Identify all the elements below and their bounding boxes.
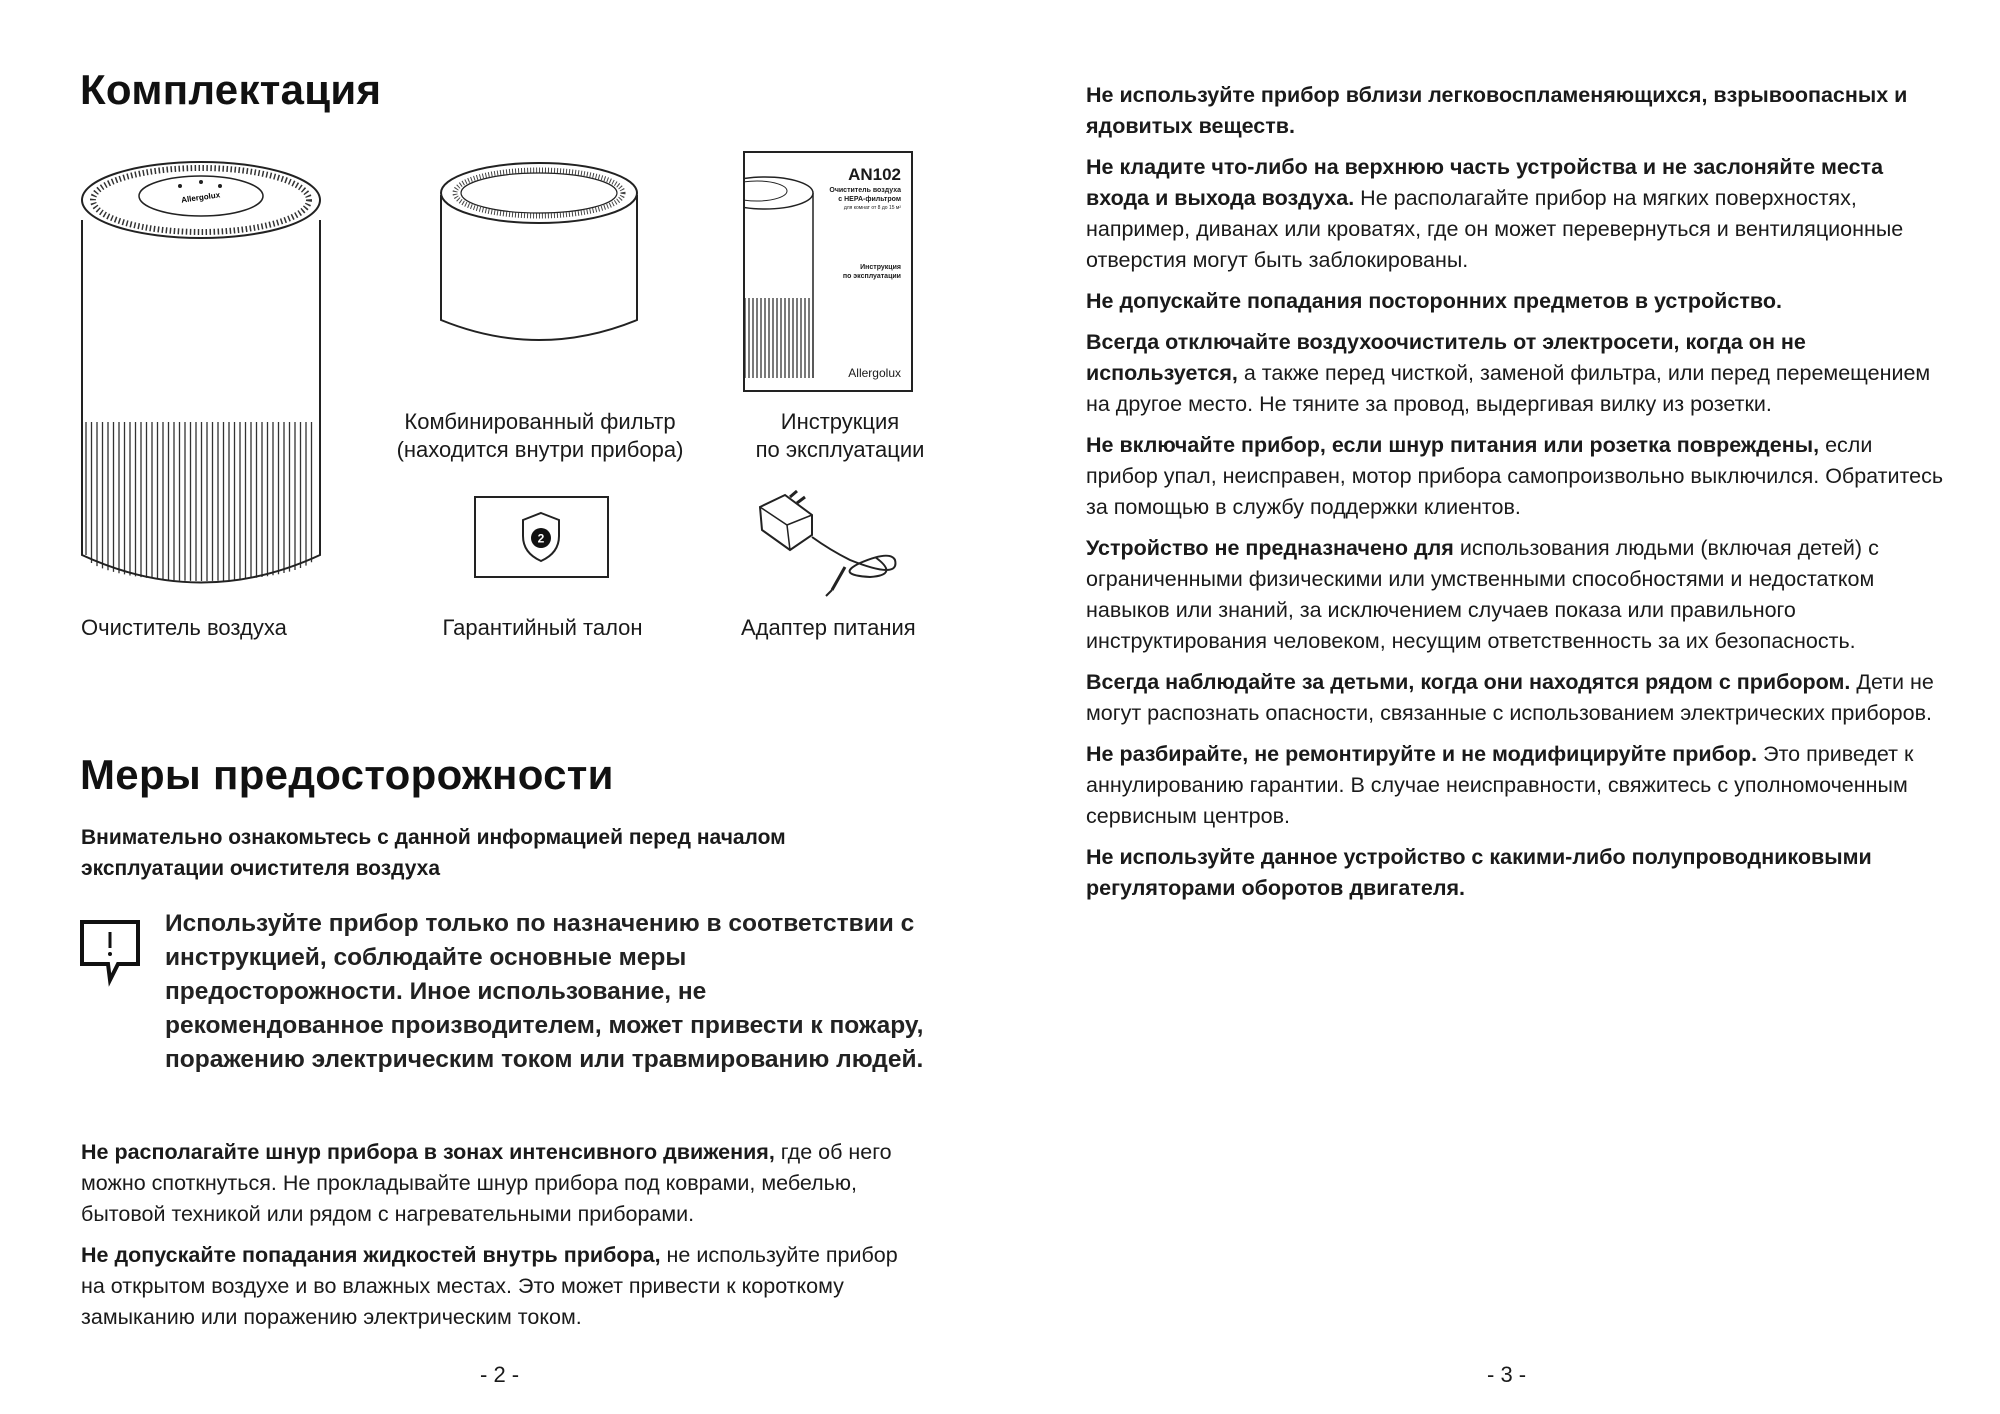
precaution-bold: Не используйте прибор вблизи легковоспламеняющихся, взрывоопасных и ядовитых веществ.: [1086, 83, 1908, 138]
precaution-bold: Не включайте прибор, если шнур питания или розетка повреждены,: [1086, 433, 1820, 457]
precaution-text: Не располагайте прибор на мягких поверхностях, например, диванах или кроватях, где он может перевернуться и вентиляционные отверстия могут быть заблокированы.: [1086, 186, 1904, 272]
precaution-bold: Не разбирайте, не ремонтируйте и не модифицируйте прибор.: [1086, 742, 1758, 766]
precaution-text: не используйте прибор на открытом воздухе и во влажных местах. Это может привести к короткому замыканию или поражению электрическим током.: [81, 1243, 898, 1329]
caption-manual-line2: по эксплуатации: [755, 437, 925, 462]
power-adapter-illustration: [750, 485, 910, 600]
precaution-bold: Не допускайте попадания посторонних предметов в устройство.: [1086, 289, 1782, 313]
manual-subtitle: [829, 186, 901, 213]
caption-purifier: Очиститель воздуха: [81, 615, 287, 640]
precaution-paragraph: [1086, 842, 1946, 904]
precaution-text: если прибор упал, неисправен, мотор прибора самопроизвольно выключился. Обратитесь за помощью в службу поддержки клиентов.: [1086, 433, 1944, 519]
precaution-text: использования людьми (включая детей) с ограниченными физическими или умственными способностями и недостатком навыков или знаний, за исключением случаев показа или правильного инструктирования человеком, несущим ответственность за их безопасность.: [1086, 536, 1879, 653]
caption-warranty: Гарантийный талон: [442, 615, 643, 640]
manual-subtitle-3: для комнат от 8 до 15 м²: [843, 205, 901, 211]
manual-subtitle-1: Очиститель воздуха: [829, 187, 901, 194]
precaution-paragraph: [1086, 152, 1946, 276]
precaution-bold: Всегда наблюдайте за детьми, когда они находятся рядом с прибором.: [1086, 670, 1851, 694]
warranty-card-illustration: [474, 496, 609, 578]
caption-filter-line2: (находится внутри прибора): [396, 437, 684, 462]
manual-model: AN102: [848, 165, 901, 184]
precaution-paragraph: [1086, 327, 1946, 420]
precaution-paragraph: [1086, 533, 1946, 657]
precaution-bold: Не допускайте попадания жидкостей внутрь прибора,: [81, 1243, 661, 1267]
precaution-paragraph: [1086, 430, 1946, 523]
precaution-bold: Не используйте данное устройство с какими-либо полупроводниковыми регуляторами оборотов двигателя.: [1086, 845, 1872, 900]
precaution-bold: Всегда отключайте воздухоочиститель от электросети, когда он не используется,: [1086, 330, 1806, 385]
precaution-paragraph: [1086, 80, 1946, 142]
precautions-intro: Внимательно ознакомьтесь с данной информацией перед началом эксплуатации очистителя воздуха: [81, 826, 786, 880]
manual-doc-title-2: по эксплуатации: [842, 273, 901, 280]
precaution-paragraph: [1086, 739, 1946, 832]
precaution-text: Это приведет к аннулированию гарантии. В случае неисправности, свяжитесь с уполномоченным сервисным центров.: [1086, 742, 1914, 828]
precaution-paragraph: [1086, 286, 1946, 317]
purifier-grille: [86, 422, 312, 581]
manual-brand: Allergolux: [848, 366, 901, 380]
caption-manual-line1: Инструкция: [780, 409, 900, 434]
manual-subtitle-2: с HEPA-фильтром: [838, 196, 901, 203]
purifier-brand-logo: Allergolux: [180, 190, 221, 205]
precaution-bold: Не располагайте шнур прибора в зонах интенсивного движения,: [81, 1140, 775, 1164]
page-number-right: - 3 -: [1487, 1362, 1527, 1387]
precaution-paragraph: [81, 1137, 911, 1230]
caption-filter-line1: Комбинированный фильтр: [404, 409, 676, 434]
right-precautions: [1086, 80, 1946, 914]
precaution-text: Дети не могут распознать опасности, связанные с использованием электрических приборов.: [1086, 670, 1934, 725]
air-purifier-illustration: [80, 160, 322, 596]
caption-adapter: Адаптер питания: [741, 615, 916, 640]
warning-icon: [80, 920, 140, 984]
precaution-text: где об него можно споткнуться. Не прокладывайте шнур прибора под коврами, мебелью, бытовой техникой или рядом с нагревательными приборами.: [81, 1140, 892, 1226]
precaution-paragraph: [1086, 667, 1946, 729]
warranty-number: 2: [537, 531, 545, 546]
precaution-bold: Устройство не предназначено для: [1086, 536, 1454, 560]
precaution-paragraph: [81, 1240, 911, 1333]
warning-text: Используйте прибор только по назначению в соответствии с инструкцией, соблюдайте основные меры предосторожности. Иное использование, не рекомендованное производителем, может привести к пожару, поражению электрическим током или травмированию людей.: [165, 910, 924, 1073]
left-precautions: [81, 1137, 911, 1343]
manual-doc-title-1: Инструкция: [860, 264, 901, 271]
section-title-precautions: Меры предосторожности: [80, 751, 614, 798]
section-title-contents: Комплектация: [80, 66, 382, 113]
precaution-bold: Не кладите что-либо на верхнюю часть устройства и не заслоняйте места входа и выхода воздуха.: [1086, 155, 1884, 210]
manual-cover-illustration: [743, 151, 913, 392]
filter-illustration: [439, 160, 639, 350]
caption-manual: [720, 408, 960, 464]
manual-doc-title: [843, 263, 901, 281]
page-number-left: - 2 -: [480, 1362, 520, 1387]
precaution-text: а также перед чисткой, заменой фильтра, или перед перемещением на другое место. Не тяните за провод, выдергивая вилку из розетки.: [1086, 361, 1931, 416]
shield-icon: [520, 511, 562, 563]
caption-filter: [370, 408, 710, 464]
